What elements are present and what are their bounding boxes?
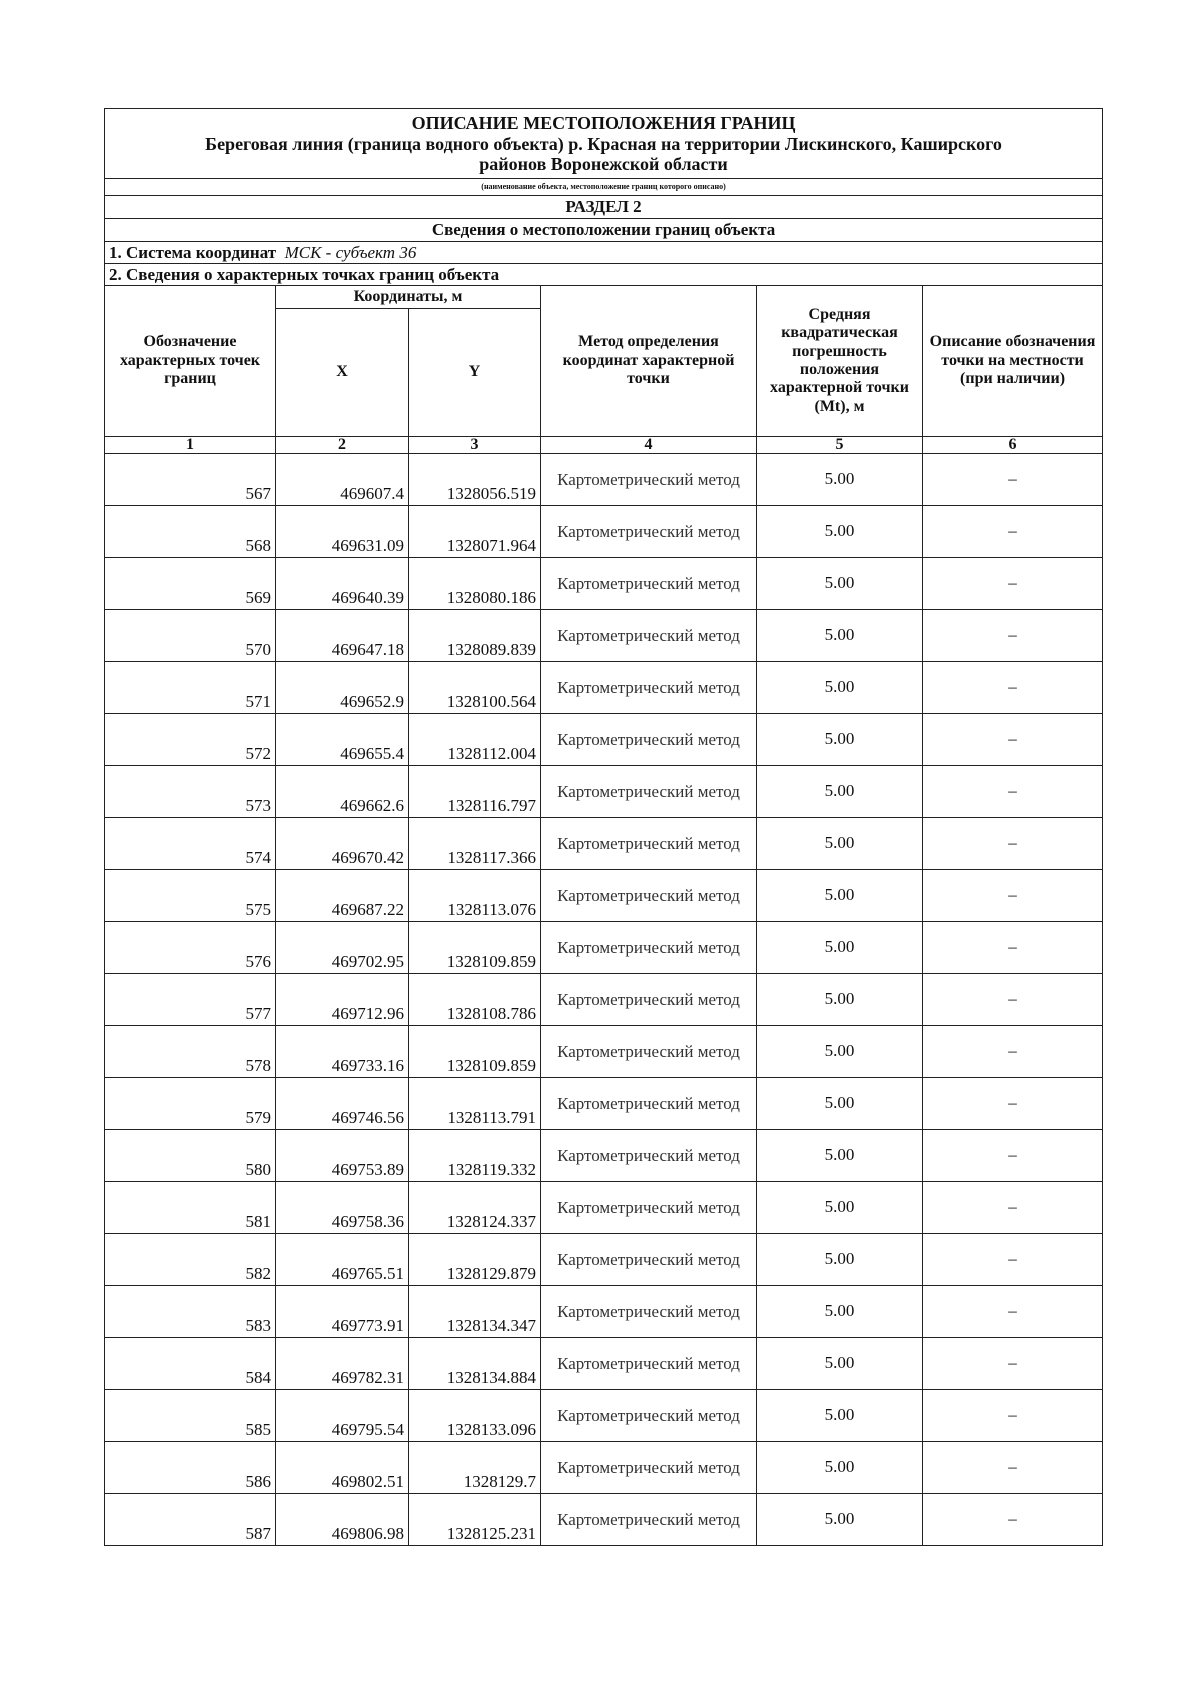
point-number: 578 [105, 1026, 276, 1078]
method: Картометрический метод [541, 870, 757, 922]
point-number: 585 [105, 1390, 276, 1442]
method: Картометрический метод [541, 1286, 757, 1338]
document-sheet [104, 108, 1102, 1546]
header-error: Средняя квадратическая погрешность положения характерной точки (Mt), м [757, 286, 923, 437]
point-description: – [923, 1130, 1103, 1182]
mean-error: 5.00 [757, 818, 923, 870]
method: Картометрический метод [541, 1234, 757, 1286]
table-body [105, 454, 1103, 1546]
point-number: 570 [105, 610, 276, 662]
table-row [105, 1494, 1103, 1546]
col-number-5: 5 [757, 437, 923, 454]
coord-x: 469655.4 [276, 714, 409, 766]
coord-x: 469753.89 [276, 1130, 409, 1182]
point-number: 569 [105, 558, 276, 610]
point-number: 572 [105, 714, 276, 766]
table-row [105, 1026, 1103, 1078]
point-description: – [923, 454, 1103, 506]
method: Картометрический метод [541, 818, 757, 870]
document-subtitle-line1: Береговая линия (граница водного объекта) р. Красная на территории Лискинского, Каширского [205, 133, 1002, 154]
point-number: 577 [105, 974, 276, 1026]
object-caption: (наименование объекта, местоположение границ которого описано) [105, 179, 1103, 196]
table-row [105, 1182, 1103, 1234]
point-description: – [923, 870, 1103, 922]
method: Картометрический метод [541, 1338, 757, 1390]
mean-error: 5.00 [757, 1442, 923, 1494]
mean-error: 5.00 [757, 558, 923, 610]
coord-x: 469802.51 [276, 1442, 409, 1494]
method: Картометрический метод [541, 506, 757, 558]
mean-error: 5.00 [757, 506, 923, 558]
coord-x: 469795.54 [276, 1390, 409, 1442]
coord-y: 1328109.859 [409, 922, 541, 974]
point-description: – [923, 1494, 1103, 1546]
point-number: 586 [105, 1442, 276, 1494]
table-row [105, 974, 1103, 1026]
coord-x: 469640.39 [276, 558, 409, 610]
mean-error: 5.00 [757, 662, 923, 714]
method: Картометрический метод [541, 1078, 757, 1130]
col-number-6: 6 [923, 437, 1103, 454]
header-description: Описание обозначения точки на местности (при наличии) [923, 286, 1103, 437]
point-description: – [923, 922, 1103, 974]
coord-y: 1328129.7 [409, 1442, 541, 1494]
method: Картометрический метод [541, 974, 757, 1026]
method: Картометрический метод [541, 558, 757, 610]
coord-x: 469702.95 [276, 922, 409, 974]
mean-error: 5.00 [757, 1130, 923, 1182]
coord-x: 469773.91 [276, 1286, 409, 1338]
method: Картометрический метод [541, 766, 757, 818]
coord-y: 1328124.337 [409, 1182, 541, 1234]
document-header [105, 109, 1103, 179]
method: Картометрический метод [541, 922, 757, 974]
point-description: – [923, 610, 1103, 662]
header-coords: Координаты, м [276, 286, 541, 309]
points-section-label: 2. Сведения о характерных точках границ объекта [105, 264, 1103, 286]
coord-x: 469647.18 [276, 610, 409, 662]
coord-x: 469687.22 [276, 870, 409, 922]
coord-x: 469782.31 [276, 1338, 409, 1390]
point-number: 584 [105, 1338, 276, 1390]
coord-y: 1328080.186 [409, 558, 541, 610]
coord-y: 1328134.347 [409, 1286, 541, 1338]
table-row [105, 1234, 1103, 1286]
table-row [105, 870, 1103, 922]
coord-system-row [105, 242, 1103, 264]
point-number: 582 [105, 1234, 276, 1286]
point-description: – [923, 558, 1103, 610]
table-row [105, 1442, 1103, 1494]
table-row [105, 1338, 1103, 1390]
table-row [105, 1130, 1103, 1182]
point-description: – [923, 1234, 1103, 1286]
boundary-table [104, 108, 1103, 1546]
table-row [105, 506, 1103, 558]
method: Картометрический метод [541, 1130, 757, 1182]
coord-y: 1328112.004 [409, 714, 541, 766]
point-description: – [923, 818, 1103, 870]
coord-y: 1328071.964 [409, 506, 541, 558]
coord-x: 469746.56 [276, 1078, 409, 1130]
point-number: 567 [105, 454, 276, 506]
method: Картометрический метод [541, 610, 757, 662]
mean-error: 5.00 [757, 1494, 923, 1546]
coord-x: 469607.4 [276, 454, 409, 506]
mean-error: 5.00 [757, 714, 923, 766]
coord-y: 1328116.797 [409, 766, 541, 818]
coord-system-value: МСК - субъект 36 [284, 242, 417, 262]
coord-y: 1328113.076 [409, 870, 541, 922]
coord-y: 1328117.366 [409, 818, 541, 870]
point-number: 587 [105, 1494, 276, 1546]
coord-x: 469712.96 [276, 974, 409, 1026]
coord-y: 1328119.332 [409, 1130, 541, 1182]
point-description: – [923, 974, 1103, 1026]
point-description: – [923, 506, 1103, 558]
point-description: – [923, 1390, 1103, 1442]
table-row [105, 714, 1103, 766]
point-number: 583 [105, 1286, 276, 1338]
point-number: 579 [105, 1078, 276, 1130]
mean-error: 5.00 [757, 1338, 923, 1390]
coord-x: 469652.9 [276, 662, 409, 714]
table-row [105, 610, 1103, 662]
point-description: – [923, 1026, 1103, 1078]
table-row [105, 1390, 1103, 1442]
table-row [105, 818, 1103, 870]
coord-y: 1328089.839 [409, 610, 541, 662]
col-number-4: 4 [541, 437, 757, 454]
coord-x: 469806.98 [276, 1494, 409, 1546]
coord-x: 469662.6 [276, 766, 409, 818]
method: Картометрический метод [541, 714, 757, 766]
coord-y: 1328109.859 [409, 1026, 541, 1078]
method: Картометрический метод [541, 1026, 757, 1078]
mean-error: 5.00 [757, 1286, 923, 1338]
mean-error: 5.00 [757, 1026, 923, 1078]
coord-y: 1328108.786 [409, 974, 541, 1026]
mean-error: 5.00 [757, 870, 923, 922]
mean-error: 5.00 [757, 1234, 923, 1286]
mean-error: 5.00 [757, 1182, 923, 1234]
coord-system-label: 1. Система координат [109, 242, 277, 262]
mean-error: 5.00 [757, 974, 923, 1026]
header-y: Y [409, 309, 541, 437]
coord-x: 469765.51 [276, 1234, 409, 1286]
point-description: – [923, 714, 1103, 766]
point-description: – [923, 662, 1103, 714]
point-description: – [923, 1182, 1103, 1234]
method: Картометрический метод [541, 662, 757, 714]
table-row [105, 766, 1103, 818]
col-number-1: 1 [105, 437, 276, 454]
coord-y: 1328129.879 [409, 1234, 541, 1286]
table-row [105, 922, 1103, 974]
point-number: 571 [105, 662, 276, 714]
method: Картометрический метод [541, 1390, 757, 1442]
coord-y: 1328100.564 [409, 662, 541, 714]
mean-error: 5.00 [757, 1390, 923, 1442]
point-description: – [923, 1078, 1103, 1130]
document-subtitle-line2: районов Воронежской области [479, 154, 728, 175]
coord-y: 1328134.884 [409, 1338, 541, 1390]
header-x: X [276, 309, 409, 437]
mean-error: 5.00 [757, 922, 923, 974]
table-row [105, 558, 1103, 610]
header-point: Обозначение характерных точек границ [105, 286, 276, 437]
coord-y: 1328133.096 [409, 1390, 541, 1442]
mean-error: 5.00 [757, 454, 923, 506]
point-number: 580 [105, 1130, 276, 1182]
table-row [105, 1286, 1103, 1338]
point-number: 574 [105, 818, 276, 870]
table-row [105, 454, 1103, 506]
point-description: – [923, 1286, 1103, 1338]
point-description: – [923, 1442, 1103, 1494]
coord-x: 469670.42 [276, 818, 409, 870]
point-number: 581 [105, 1182, 276, 1234]
point-description: – [923, 766, 1103, 818]
coord-x: 469631.09 [276, 506, 409, 558]
coord-y: 1328125.231 [409, 1494, 541, 1546]
mean-error: 5.00 [757, 1078, 923, 1130]
col-number-3: 3 [409, 437, 541, 454]
method: Картометрический метод [541, 454, 757, 506]
method: Картометрический метод [541, 1182, 757, 1234]
table-row [105, 662, 1103, 714]
section-number: РАЗДЕЛ 2 [105, 196, 1103, 219]
coord-y: 1328056.519 [409, 454, 541, 506]
point-number: 568 [105, 506, 276, 558]
document-title: ОПИСАНИЕ МЕСТОПОЛОЖЕНИЯ ГРАНИЦ [411, 113, 796, 133]
point-number: 573 [105, 766, 276, 818]
header-method: Метод определения координат характерной точки [541, 286, 757, 437]
table-row [105, 1078, 1103, 1130]
point-description: – [923, 1338, 1103, 1390]
section-title: Сведения о местоположении границ объекта [105, 219, 1103, 242]
point-number: 575 [105, 870, 276, 922]
method: Картометрический метод [541, 1494, 757, 1546]
col-number-2: 2 [276, 437, 409, 454]
method: Картометрический метод [541, 1442, 757, 1494]
mean-error: 5.00 [757, 610, 923, 662]
coord-x: 469758.36 [276, 1182, 409, 1234]
coord-y: 1328113.791 [409, 1078, 541, 1130]
mean-error: 5.00 [757, 766, 923, 818]
coord-x: 469733.16 [276, 1026, 409, 1078]
point-number: 576 [105, 922, 276, 974]
